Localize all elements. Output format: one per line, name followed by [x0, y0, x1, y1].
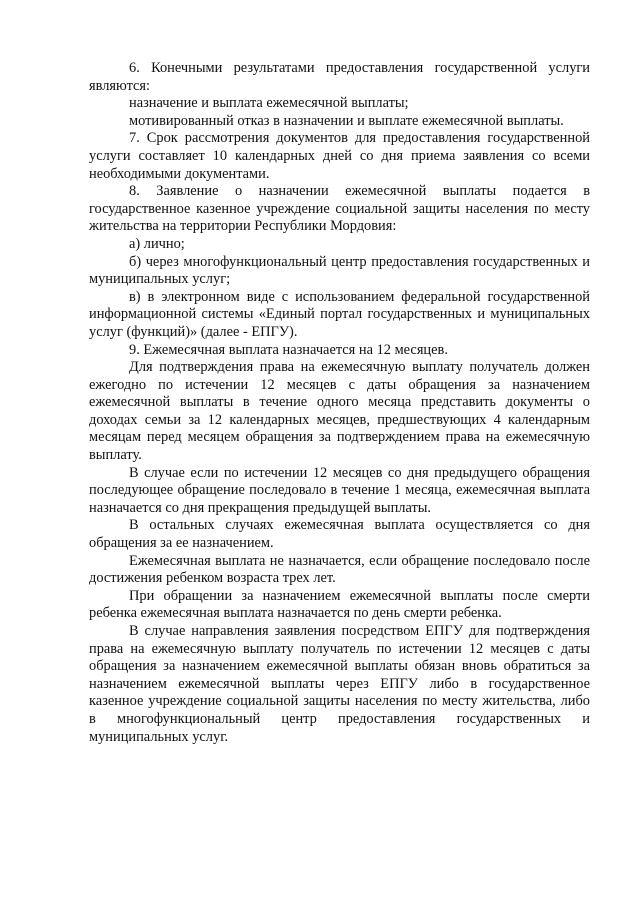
result-item-assignment: назначение и выплата ежемесячной выплаты; — [129, 95, 409, 112]
clause-8-option-b: б) через многофункциональный центр предоставления государственных и муниципальных услуг; — [89, 253, 590, 288]
clause-9-child-death: При обращении за назначением ежемесячной выплаты после смерти ребенка ежемесячная выплата назначается по день смерти ребенка. — [89, 587, 590, 622]
clause-8-option-c: в) в электронном виде с использованием федеральной государственной информационной системы «Единый портал государственных и муниципальных услуг (функций)» (далее - ЕПГУ). — [89, 288, 590, 340]
document-body — [89, 60, 590, 746]
clause-6-heading: 6. Конечными результатами предоставления государственной услуги являются: — [89, 60, 590, 94]
clause-9-confirmation: Для подтверждения права на ежемесячную выплату получатель должен ежегодно по истечении 12 месяцев с даты обращения за назначением ежемесячной выплаты в течение одного месяца представить документы о доходах семьи за 12 календарных месяцев, предшествующих 4 календарным месяцам перед месяцем обращения за подтверждением права на ежемесячную выплату. — [89, 359, 590, 464]
clause-9-epgu-confirmation: В случае направления заявления посредством ЕПГУ для подтверждения права на ежемесячную выплату получатель по истечении 12 месяцев с даты обращения за назначением ежемесячной выплаты обязан вновь обратиться за назначением ежемесячной выплаты через ЕПГУ либо в государственное казенное учреждение социальной защиты населения по месту жительства, либо в многофункциональный центр предоставления государственных и муниципальных услуг. — [89, 623, 590, 745]
clause-9-repeat-request: В случае если по истечении 12 месяцев со дня предыдущего обращения последующее обращение последовало в течение 1 месяца, ежемесячная выплата назначается со дня прекращения предыдущей выплаты. — [89, 464, 590, 516]
clause-9-age-limit: Ежемесячная выплата не назначается, если обращение последовало после достижения ребенком возраста трех лет. — [89, 552, 590, 587]
clause-9: 9. Ежемесячная выплата назначается на 12 месяцев. — [129, 341, 448, 358]
result-item-refusal: мотивированный отказ в назначении и выплате ежемесячной выплаты. — [129, 112, 564, 129]
clause-7: 7. Срок рассмотрения документов для предоставления государственной услуги составляет 10 календарных дней со дня приема заявления со всеми необходимыми документами. — [89, 130, 590, 182]
clause-8: 8. Заявление о назначении ежемесячной выплаты подается в государственное казенное учреждение социальной защиты населения по месту жительства на территории Республики Мордовия: — [89, 183, 590, 235]
clause-9-other-cases: В остальных случаях ежемесячная выплата осуществляется со дня обращения за ее назначением. — [89, 517, 590, 552]
clause-8-option-a: а) лично; — [129, 235, 185, 252]
